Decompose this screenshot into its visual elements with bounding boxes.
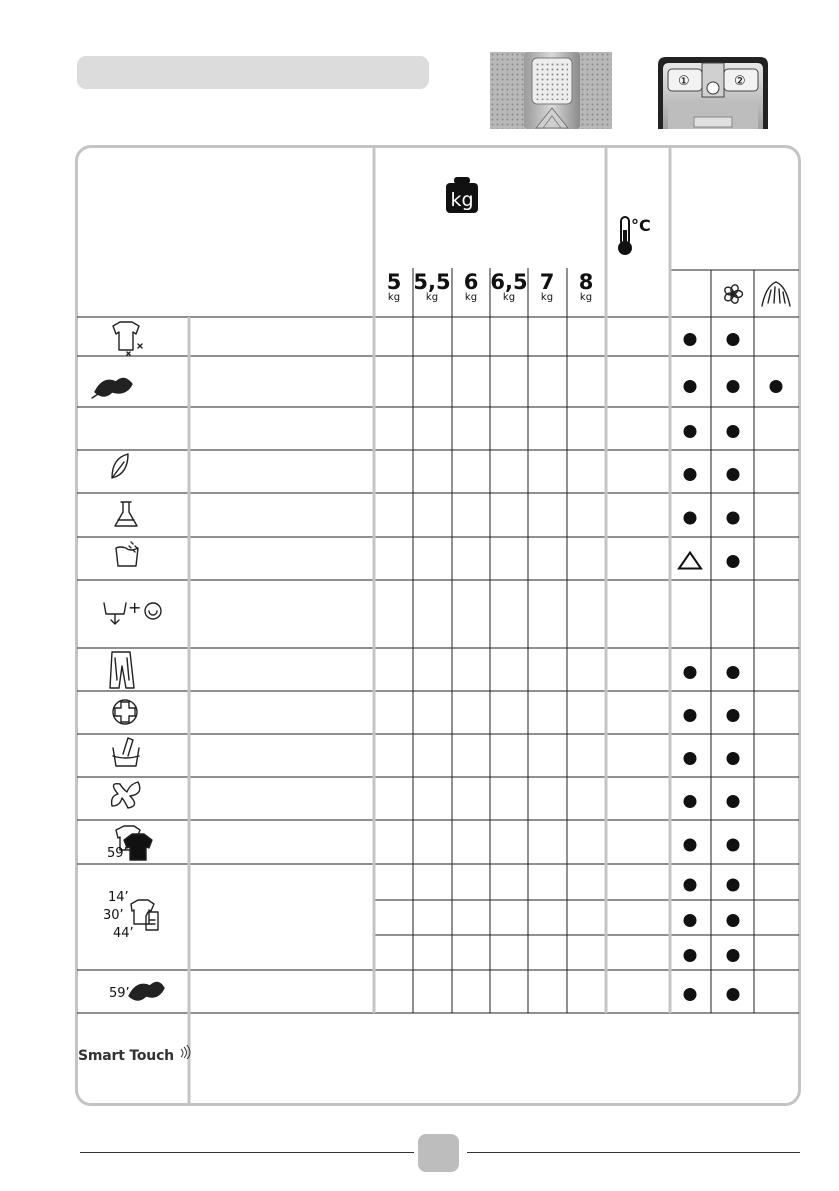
dot-mark xyxy=(727,795,740,808)
load-header-2 xyxy=(452,272,490,303)
dot-mark xyxy=(770,380,783,393)
compartment-2-label: ② xyxy=(734,74,746,89)
nfc-wave-icon xyxy=(179,1045,193,1059)
dot-mark xyxy=(684,795,697,808)
load-value: 7 xyxy=(539,270,555,294)
drain-icon xyxy=(104,603,126,624)
load-value: 6 xyxy=(463,270,479,294)
dot-mark xyxy=(684,839,697,852)
dot-mark xyxy=(727,914,740,927)
svg-text:kg: kg xyxy=(450,189,474,211)
cotton-59-label: 59’ xyxy=(109,986,130,1001)
smart-touch-label: Smart Touch xyxy=(78,1048,174,1064)
load-value: 6,5 xyxy=(490,270,528,294)
cotton-flower-icon xyxy=(95,378,132,396)
page-number-badge xyxy=(418,1134,459,1172)
dot-mark xyxy=(684,709,697,722)
mix-shirt-filled-icon xyxy=(124,834,152,860)
jeans-icon xyxy=(110,652,134,688)
softener-flower-icon xyxy=(723,284,742,304)
rapid-time-44: 44’ xyxy=(113,926,134,941)
dot-mark xyxy=(684,333,697,346)
dot-mark xyxy=(684,512,697,525)
load-value: 5 xyxy=(386,270,402,294)
dot-mark xyxy=(727,752,740,765)
footer-rule-left xyxy=(80,1152,414,1153)
synthetics-flask-icon xyxy=(115,502,137,526)
prewash-hand-icon xyxy=(762,282,790,306)
plus-sign: + xyxy=(128,598,142,617)
butterfly-delicates-icon xyxy=(112,782,140,808)
dot-mark xyxy=(684,666,697,679)
dot-mark xyxy=(727,709,740,722)
dot-mark xyxy=(727,425,740,438)
load-unit: kg xyxy=(387,292,401,303)
dot-mark xyxy=(684,752,697,765)
dot-mark xyxy=(684,380,697,393)
load-header-3 xyxy=(490,272,528,303)
load-unit: kg xyxy=(502,292,516,303)
dot-mark xyxy=(727,839,740,852)
footer-rule-right xyxy=(467,1152,800,1153)
dot-mark xyxy=(684,468,697,481)
load-header-0 xyxy=(375,272,413,303)
dot-mark xyxy=(684,914,697,927)
load-header-5 xyxy=(567,272,605,303)
rinse-spray-icon xyxy=(116,547,138,566)
dot-mark xyxy=(727,666,740,679)
load-unit: kg xyxy=(464,292,478,303)
dot-mark xyxy=(684,949,697,962)
cotton-59-icon xyxy=(129,982,164,1000)
load-value: 5,5 xyxy=(413,270,451,294)
dot-mark xyxy=(727,949,740,962)
dot-mark xyxy=(684,879,697,892)
load-unit: kg xyxy=(540,292,554,303)
rapid-time-30: 30’ xyxy=(103,908,124,923)
hygiene-cross-icon xyxy=(113,700,137,724)
dot-mark xyxy=(727,988,740,1001)
triangle-mark xyxy=(679,553,701,569)
eco-leaf-icon xyxy=(112,454,128,478)
dot-mark xyxy=(727,333,740,346)
rapid-detergent-icon xyxy=(146,912,158,930)
load-unit: kg xyxy=(425,292,439,303)
hand-wash-icon xyxy=(113,738,139,766)
temperature-unit-label: °C xyxy=(631,216,651,235)
dot-mark xyxy=(727,380,740,393)
dot-mark xyxy=(727,468,740,481)
weight-icon xyxy=(444,176,480,214)
prewash-fingers-icon xyxy=(768,287,785,303)
load-header-4 xyxy=(528,272,566,303)
dot-mark xyxy=(727,879,740,892)
rapid-time-14: 14’ xyxy=(108,890,129,905)
load-header-1 xyxy=(413,272,451,303)
spin-spiral-icon xyxy=(145,603,161,619)
mix-59-label: 59’ xyxy=(107,846,128,861)
dot-mark xyxy=(727,555,740,568)
dot-mark xyxy=(684,425,697,438)
dot-mark xyxy=(684,988,697,1001)
dot-mark xyxy=(727,512,740,525)
mixed-clean-shirt-icon xyxy=(113,322,139,350)
load-value: 8 xyxy=(578,270,594,294)
load-unit: kg xyxy=(579,292,593,303)
compartment-1-label: ① xyxy=(678,74,690,89)
